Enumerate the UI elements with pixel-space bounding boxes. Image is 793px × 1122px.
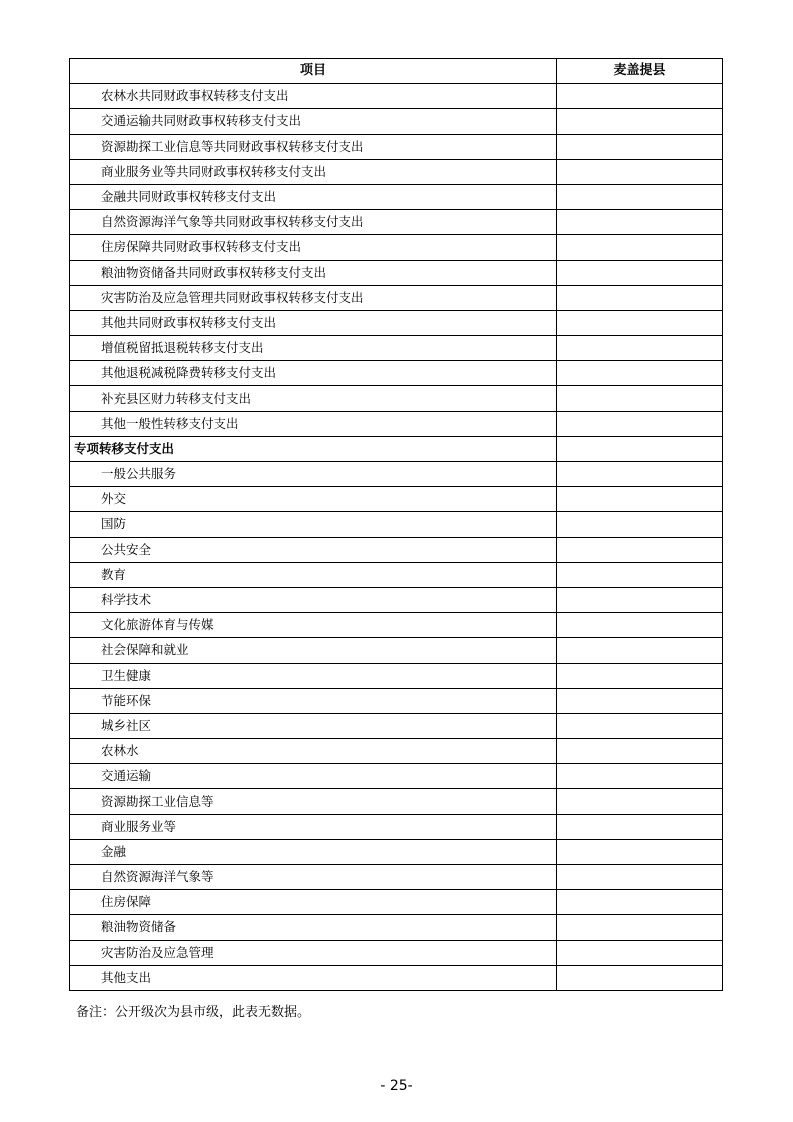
section-row [70,436,723,461]
row-label: 农林水共同财政事权转移支付支出 [70,84,557,109]
table-row [70,764,723,789]
row-label: 商业服务业等共同财政事权转移支付支出 [70,159,557,184]
table-row [70,159,723,184]
table-row [70,613,723,638]
row-value-county [557,285,723,310]
row-label: 文化旅游体育与传媒 [70,613,557,638]
table-row [70,411,723,436]
row-label: 国防 [70,512,557,537]
row-label: 科学技术 [70,587,557,612]
column-header-item: 项目 [70,59,557,84]
row-label: 自然资源海洋气象等共同财政事权转移支付支出 [70,210,557,235]
table-note: 备注：公开级次为县市级，此表无数据。 [76,1005,311,1020]
row-label: 粮油物资储备 [70,915,557,940]
table-row [70,512,723,537]
row-value-county [557,915,723,940]
table-row [70,789,723,814]
row-value-county [557,890,723,915]
row-label: 补充县区财力转移支付支出 [70,386,557,411]
section-label: 专项转移支付支出 [70,436,557,461]
row-value-county [557,184,723,209]
row-value-county [557,789,723,814]
table-row [70,663,723,688]
row-value-county [557,814,723,839]
table-row [70,210,723,235]
table-row [70,713,723,738]
row-label: 灾害防治及应急管理 [70,940,557,965]
table-row [70,814,723,839]
row-label: 灾害防治及应急管理共同财政事权转移支付支出 [70,285,557,310]
row-label: 资源勘探工业信息等共同财政事权转移支付支出 [70,134,557,159]
row-value-county [557,587,723,612]
row-label: 节能环保 [70,688,557,713]
table-row [70,235,723,260]
table-row [70,184,723,209]
row-value-county [557,84,723,109]
row-value-county [557,512,723,537]
table-row [70,462,723,487]
table-header-row [70,59,723,84]
row-value-county [557,688,723,713]
table-row [70,310,723,335]
row-label: 公共安全 [70,537,557,562]
row-label: 自然资源海洋气象等 [70,865,557,890]
table-row [70,587,723,612]
row-value-county [557,562,723,587]
row-label: 一般公共服务 [70,462,557,487]
table-row [70,839,723,864]
row-value-county [557,537,723,562]
table-row [70,361,723,386]
row-value-county [557,210,723,235]
row-label: 金融 [70,839,557,864]
table-row [70,109,723,134]
table-row [70,739,723,764]
table-row [70,890,723,915]
row-label: 其他支出 [70,965,557,990]
row-label: 交通运输共同财政事权转移支付支出 [70,109,557,134]
row-label: 其他共同财政事权转移支付支出 [70,310,557,335]
table-row [70,865,723,890]
row-value-county [557,436,723,461]
row-value-county [557,386,723,411]
table-row [70,134,723,159]
row-value-county [557,310,723,335]
row-value-county [557,739,723,764]
row-label: 卫生健康 [70,663,557,688]
row-value-county [557,134,723,159]
row-label: 社会保障和就业 [70,638,557,663]
row-value-county [557,965,723,990]
row-label: 粮油物资储备共同财政事权转移支付支出 [70,260,557,285]
row-label: 外交 [70,487,557,512]
table-row [70,562,723,587]
table-row [70,537,723,562]
row-label: 其他一般性转移支付支出 [70,411,557,436]
table-row [70,285,723,310]
row-label: 交通运输 [70,764,557,789]
row-value-county [557,462,723,487]
table-row [70,487,723,512]
table-body [70,84,723,991]
row-value-county [557,260,723,285]
row-value-county [557,713,723,738]
row-value-county [557,613,723,638]
table-row [70,336,723,361]
row-value-county [557,663,723,688]
table-row [70,84,723,109]
row-label: 农林水 [70,739,557,764]
row-label: 增值税留抵退税转移支付支出 [70,336,557,361]
table-row [70,260,723,285]
row-label: 住房保障共同财政事权转移支付支出 [70,235,557,260]
row-value-county [557,839,723,864]
row-value-county [557,865,723,890]
row-label: 其他退税减税降费转移支付支出 [70,361,557,386]
page-number: - 25- [380,1078,413,1094]
row-label: 商业服务业等 [70,814,557,839]
row-label: 金融共同财政事权转移支付支出 [70,184,557,209]
table-row [70,965,723,990]
row-value-county [557,159,723,184]
row-value-county [557,109,723,134]
row-value-county [557,361,723,386]
column-header-county: 麦盖提县 [557,59,723,84]
row-value-county [557,235,723,260]
table-row [70,638,723,663]
table-row [70,940,723,965]
row-value-county [557,940,723,965]
row-value-county [557,336,723,361]
row-label: 城乡社区 [70,713,557,738]
row-label: 资源勘探工业信息等 [70,789,557,814]
row-value-county [557,638,723,663]
table-row [70,915,723,940]
row-value-county [557,487,723,512]
row-label: 住房保障 [70,890,557,915]
row-value-county [557,764,723,789]
table-row [70,386,723,411]
row-label: 教育 [70,562,557,587]
transfer-payment-table [69,58,723,991]
row-value-county [557,411,723,436]
table-row [70,688,723,713]
